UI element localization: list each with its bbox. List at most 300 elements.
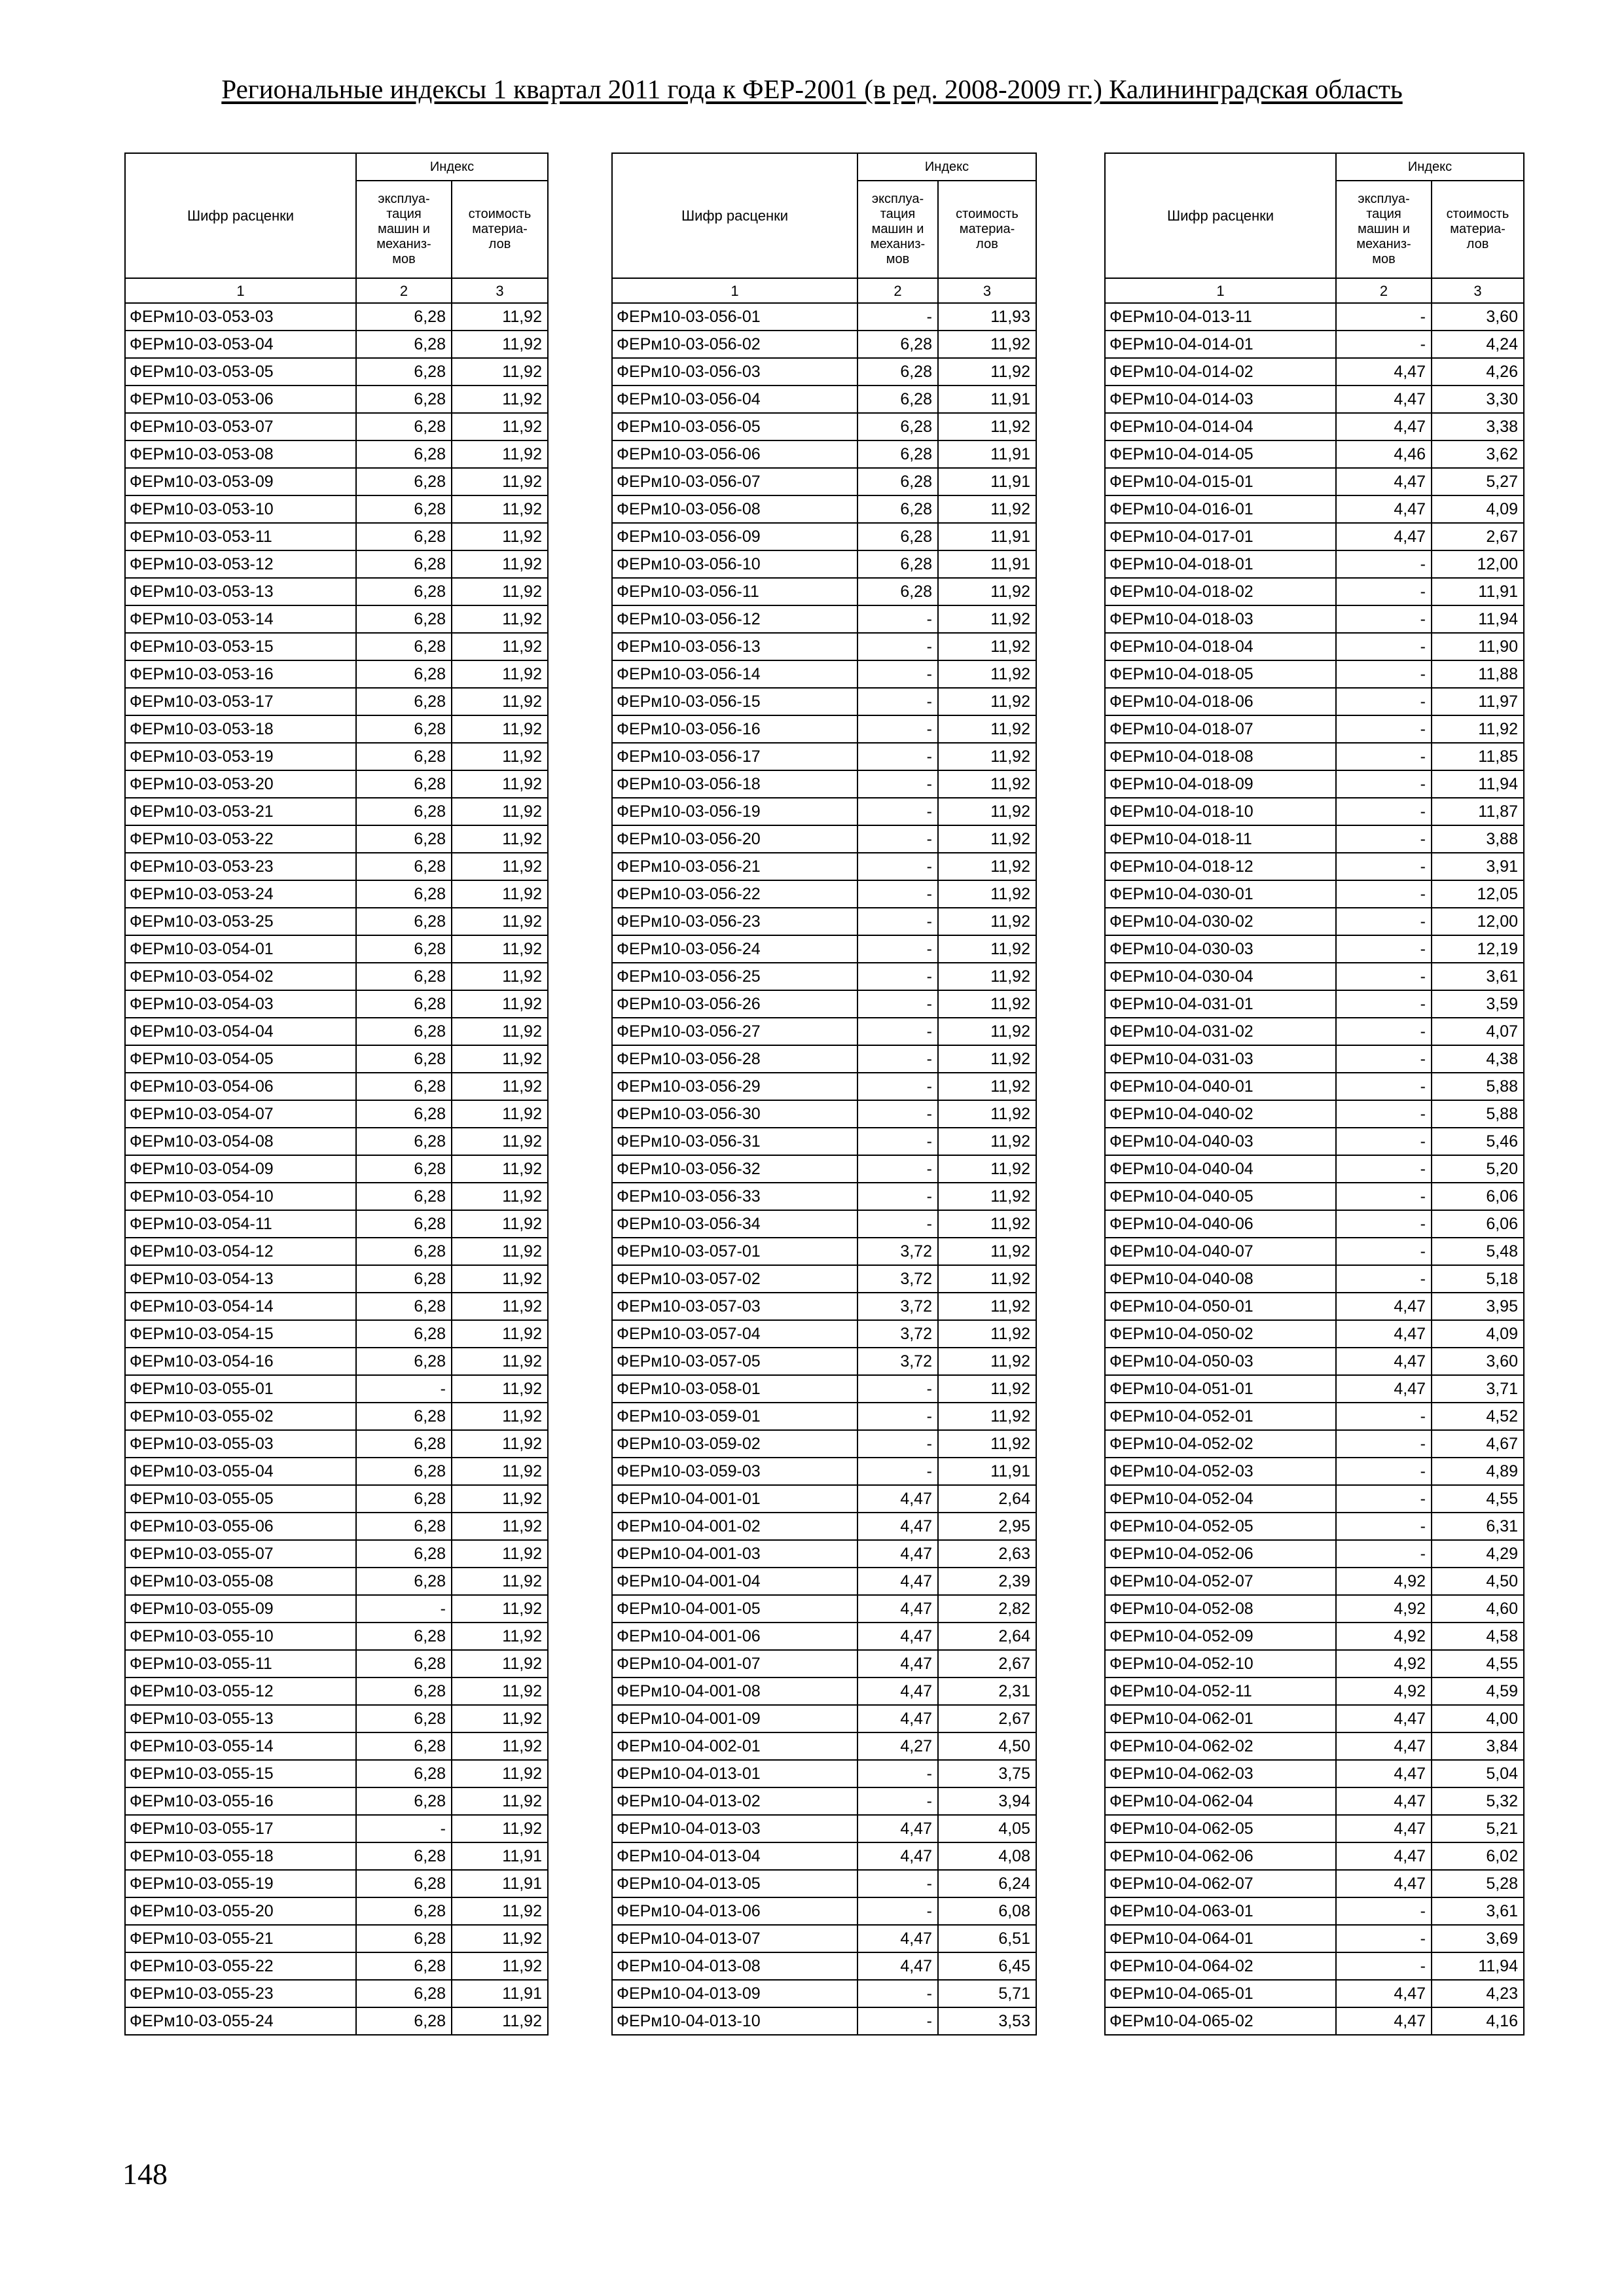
table-row <box>1105 605 1524 633</box>
cell-cipher: ФЕРм10-03-057-05 <box>612 1348 857 1375</box>
cell-cipher: ФЕРм10-04-064-01 <box>1105 1925 1336 1952</box>
cell-cipher: ФЕРм10-03-056-16 <box>612 715 857 743</box>
cell-materials: 11,92 <box>452 1073 548 1100</box>
cell-cipher: ФЕРм10-03-054-14 <box>125 1293 356 1320</box>
cell-cipher: ФЕРм10-04-052-05 <box>1105 1513 1336 1540</box>
table-row <box>612 743 1036 770</box>
cell-exploitation: - <box>1336 743 1432 770</box>
cell-exploitation: - <box>1336 1183 1432 1210</box>
cell-materials: 4,55 <box>1432 1485 1524 1513</box>
cell-cipher: ФЕРм10-04-040-05 <box>1105 1183 1336 1210</box>
table-row <box>1105 495 1524 523</box>
table-row <box>1105 1183 1524 1210</box>
cell-materials: 11,92 <box>452 633 548 660</box>
table-row <box>125 825 548 853</box>
cell-cipher: ФЕРм10-04-016-01 <box>1105 495 1336 523</box>
cell-exploitation: 6,28 <box>356 770 452 798</box>
cell-materials: 11,92 <box>452 1183 548 1210</box>
cell-cipher: ФЕРм10-03-056-24 <box>612 935 857 963</box>
cell-cipher: ФЕРм10-03-056-15 <box>612 688 857 715</box>
table-row <box>125 1320 548 1348</box>
cell-cipher: ФЕРм10-04-040-02 <box>1105 1100 1336 1128</box>
cell-cipher: ФЕРм10-04-002-01 <box>612 1732 857 1760</box>
cell-materials: 2,82 <box>938 1595 1036 1623</box>
table-row <box>1105 331 1524 358</box>
table-row <box>125 1100 548 1128</box>
cell-materials: 11,92 <box>452 1760 548 1787</box>
cell-materials: 11,92 <box>452 1595 548 1623</box>
cell-cipher: ФЕРм10-03-055-12 <box>125 1677 356 1705</box>
cell-exploitation: 6,28 <box>356 1458 452 1485</box>
cell-cipher: ФЕРм10-03-055-01 <box>125 1375 356 1403</box>
cell-exploitation: 6,28 <box>857 550 938 578</box>
cell-materials: 12,00 <box>1432 908 1524 935</box>
cell-exploitation: - <box>857 990 938 1018</box>
table-row <box>612 440 1036 468</box>
table-row <box>1105 798 1524 825</box>
cell-exploitation: 4,47 <box>1336 1732 1432 1760</box>
cell-materials: 2,67 <box>938 1650 1036 1677</box>
cell-exploitation: 6,28 <box>356 880 452 908</box>
cell-cipher: ФЕРм10-03-053-08 <box>125 440 356 468</box>
table-row <box>612 1925 1036 1952</box>
cell-materials: 11,92 <box>938 331 1036 358</box>
cell-materials: 2,31 <box>938 1677 1036 1705</box>
cell-cipher: ФЕРм10-03-056-28 <box>612 1045 857 1073</box>
cell-exploitation: 6,28 <box>356 1952 452 1980</box>
table-row <box>1105 1403 1524 1430</box>
table-row <box>125 908 548 935</box>
cell-exploitation: - <box>1336 660 1432 688</box>
cell-exploitation: - <box>1336 1485 1432 1513</box>
table-row <box>612 2007 1036 2035</box>
cell-materials: 11,92 <box>452 358 548 386</box>
cell-materials: 11,92 <box>452 331 548 358</box>
cell-materials: 4,26 <box>1432 358 1524 386</box>
table-row <box>612 1952 1036 1980</box>
cell-exploitation: 4,47 <box>1336 1705 1432 1732</box>
cell-materials: 11,97 <box>1432 688 1524 715</box>
cell-cipher: ФЕРм10-03-055-16 <box>125 1787 356 1815</box>
cell-exploitation: - <box>1336 1155 1432 1183</box>
table-row <box>125 1238 548 1265</box>
table-row <box>612 1348 1036 1375</box>
cell-cipher: ФЕРм10-03-054-07 <box>125 1100 356 1128</box>
table-row <box>612 386 1036 413</box>
cell-exploitation: 6,28 <box>857 358 938 386</box>
cell-exploitation: 4,47 <box>1336 386 1432 413</box>
cell-cipher: ФЕРм10-04-052-08 <box>1105 1595 1336 1623</box>
cell-materials: 11,92 <box>452 1100 548 1128</box>
cell-materials: 3,61 <box>1432 963 1524 990</box>
cell-materials: 4,50 <box>1432 1568 1524 1595</box>
table-row <box>612 963 1036 990</box>
cell-materials: 11,92 <box>938 578 1036 605</box>
table-row <box>612 1623 1036 1650</box>
cell-exploitation: 6,28 <box>356 1540 452 1568</box>
cell-materials: 3,60 <box>1432 303 1524 331</box>
cell-exploitation: 6,28 <box>857 468 938 495</box>
cell-cipher: ФЕРм10-03-056-11 <box>612 578 857 605</box>
table-row <box>125 1677 548 1705</box>
cell-exploitation: 6,28 <box>356 523 452 550</box>
table-row <box>125 660 548 688</box>
cell-exploitation: 6,28 <box>356 303 452 331</box>
table-row <box>125 1760 548 1787</box>
table-row <box>125 1403 548 1430</box>
cell-materials: 11,92 <box>938 853 1036 880</box>
index-table-left <box>124 152 549 2036</box>
cell-cipher: ФЕРм10-04-050-02 <box>1105 1320 1336 1348</box>
cell-cipher: ФЕРм10-03-055-23 <box>125 1980 356 2007</box>
cell-exploitation: 6,28 <box>356 1623 452 1650</box>
table-row <box>612 1183 1036 1210</box>
cell-cipher: ФЕРм10-03-056-20 <box>612 825 857 853</box>
cell-materials: 3,61 <box>1432 1897 1524 1925</box>
cell-cipher: ФЕРм10-04-064-02 <box>1105 1952 1336 1980</box>
cell-cipher: ФЕРм10-03-056-27 <box>612 1018 857 1045</box>
cell-exploitation: 4,92 <box>1336 1677 1432 1705</box>
cell-cipher: ФЕРм10-03-056-06 <box>612 440 857 468</box>
cell-exploitation: 3,72 <box>857 1238 938 1265</box>
table-body <box>612 303 1036 2035</box>
cell-cipher: ФЕРм10-03-055-03 <box>125 1430 356 1458</box>
cell-materials: 11,94 <box>1432 605 1524 633</box>
cell-cipher: ФЕРм10-03-056-08 <box>612 495 857 523</box>
table-row <box>612 1155 1036 1183</box>
cell-materials: 2,67 <box>1432 523 1524 550</box>
cell-exploitation: - <box>857 1045 938 1073</box>
cell-exploitation: - <box>857 1073 938 1100</box>
table-row <box>125 963 548 990</box>
table-row <box>125 358 548 386</box>
cell-cipher: ФЕРм10-04-014-05 <box>1105 440 1336 468</box>
header-col-2: 2 <box>1336 278 1432 303</box>
cell-exploitation: 4,47 <box>857 1952 938 1980</box>
cell-exploitation: - <box>1336 880 1432 908</box>
cell-materials: 11,92 <box>938 1265 1036 1293</box>
header-cipher: Шифр расценки <box>612 153 857 278</box>
table-row <box>1105 1320 1524 1348</box>
cell-cipher: ФЕРм10-04-013-04 <box>612 1842 857 1870</box>
table-row <box>612 550 1036 578</box>
table-row <box>612 1650 1036 1677</box>
cell-cipher: ФЕРм10-03-055-07 <box>125 1540 356 1568</box>
cell-cipher: ФЕРм10-04-001-06 <box>612 1623 857 1650</box>
cell-exploitation: 6,28 <box>356 1677 452 1705</box>
table-row <box>1105 1375 1524 1403</box>
cell-materials: 11,92 <box>452 1265 548 1293</box>
cell-materials: 11,91 <box>938 550 1036 578</box>
table-row <box>612 1073 1036 1100</box>
cell-materials: 11,92 <box>452 1128 548 1155</box>
cell-cipher: ФЕРм10-03-053-15 <box>125 633 356 660</box>
cell-materials: 11,92 <box>452 495 548 523</box>
cell-materials: 2,64 <box>938 1485 1036 1513</box>
cell-cipher: ФЕРм10-03-053-23 <box>125 853 356 880</box>
cell-materials: 11,92 <box>452 1677 548 1705</box>
cell-cipher: ФЕРм10-04-017-01 <box>1105 523 1336 550</box>
cell-exploitation: - <box>1336 1073 1432 1100</box>
cell-cipher: ФЕРм10-03-055-18 <box>125 1842 356 1870</box>
cell-exploitation: 6,28 <box>356 1293 452 1320</box>
cell-exploitation: - <box>1336 1430 1432 1458</box>
cell-materials: 11,92 <box>938 908 1036 935</box>
cell-cipher: ФЕРм10-04-014-01 <box>1105 331 1336 358</box>
table-body <box>125 303 548 2035</box>
cell-materials: 11,92 <box>452 1650 548 1677</box>
cell-exploitation: 6,28 <box>356 990 452 1018</box>
cell-materials: 6,08 <box>938 1897 1036 1925</box>
cell-exploitation: - <box>857 1100 938 1128</box>
cell-exploitation: - <box>857 1155 938 1183</box>
cell-materials: 2,63 <box>938 1540 1036 1568</box>
cell-cipher: ФЕРм10-04-062-05 <box>1105 1815 1336 1842</box>
cell-materials: 11,92 <box>452 550 548 578</box>
cell-cipher: ФЕРм10-03-053-22 <box>125 825 356 853</box>
table-row <box>125 1018 548 1045</box>
cell-exploitation: 6,28 <box>356 1155 452 1183</box>
table-row <box>1105 1100 1524 1128</box>
cell-materials: 11,91 <box>938 440 1036 468</box>
table-row <box>1105 1018 1524 1045</box>
cell-exploitation: - <box>857 935 938 963</box>
cell-cipher: ФЕРм10-04-015-01 <box>1105 468 1336 495</box>
cell-materials: 12,00 <box>1432 550 1524 578</box>
cell-materials: 2,95 <box>938 1513 1036 1540</box>
table-row <box>1105 1568 1524 1595</box>
table-row <box>125 1375 548 1403</box>
cell-materials: 11,92 <box>452 1485 548 1513</box>
cell-materials: 11,92 <box>452 1320 548 1348</box>
table-row <box>612 1128 1036 1155</box>
cell-materials: 11,92 <box>452 1348 548 1375</box>
cell-exploitation: 6,28 <box>356 2007 452 2035</box>
cell-exploitation: - <box>857 770 938 798</box>
cell-materials: 11,92 <box>452 386 548 413</box>
header-col-1: 1 <box>612 278 857 303</box>
cell-materials: 5,88 <box>1432 1073 1524 1100</box>
table-row <box>1105 440 1524 468</box>
cell-materials: 11,94 <box>1432 1952 1524 1980</box>
table-row <box>125 605 548 633</box>
cell-cipher: ФЕРм10-04-050-03 <box>1105 1348 1336 1375</box>
table-row <box>1105 633 1524 660</box>
cell-exploitation: - <box>857 880 938 908</box>
cell-exploitation: 4,47 <box>857 1650 938 1677</box>
cell-exploitation: - <box>1336 1458 1432 1485</box>
table-row <box>612 605 1036 633</box>
cell-exploitation: - <box>857 1870 938 1897</box>
cell-cipher: ФЕРм10-03-054-06 <box>125 1073 356 1100</box>
cell-materials: 11,92 <box>938 990 1036 1018</box>
cell-cipher: ФЕРм10-03-053-12 <box>125 550 356 578</box>
cell-cipher: ФЕРм10-04-050-01 <box>1105 1293 1336 1320</box>
cell-exploitation: - <box>1336 633 1432 660</box>
cell-materials: 11,92 <box>452 770 548 798</box>
cell-materials: 4,24 <box>1432 331 1524 358</box>
table-row <box>1105 1815 1524 1842</box>
cell-materials: 11,91 <box>938 468 1036 495</box>
cell-cipher: ФЕРм10-04-052-03 <box>1105 1458 1336 1485</box>
cell-materials: 11,92 <box>938 770 1036 798</box>
table-row <box>1105 413 1524 440</box>
cell-exploitation: 3,72 <box>857 1265 938 1293</box>
cell-materials: 11,92 <box>938 1045 1036 1073</box>
table-row <box>1105 1787 1524 1815</box>
cell-materials: 6,45 <box>938 1952 1036 1980</box>
table-row <box>1105 1238 1524 1265</box>
table-row <box>125 1045 548 1073</box>
cell-cipher: ФЕРм10-03-055-08 <box>125 1568 356 1595</box>
cell-exploitation: 6,28 <box>356 1732 452 1760</box>
cell-materials: 11,92 <box>452 1540 548 1568</box>
table-row <box>1105 990 1524 1018</box>
cell-materials: 4,67 <box>1432 1430 1524 1458</box>
cell-materials: 11,93 <box>938 303 1036 331</box>
cell-materials: 11,92 <box>938 1238 1036 1265</box>
cell-materials: 12,05 <box>1432 880 1524 908</box>
cell-materials: 11,92 <box>452 880 548 908</box>
cell-materials: 11,92 <box>938 963 1036 990</box>
cell-cipher: ФЕРм10-04-052-04 <box>1105 1485 1336 1513</box>
cell-cipher: ФЕРм10-03-056-01 <box>612 303 857 331</box>
cell-cipher: ФЕРм10-03-054-04 <box>125 1018 356 1045</box>
cell-cipher: ФЕРм10-04-013-06 <box>612 1897 857 1925</box>
cell-materials: 11,91 <box>452 1870 548 1897</box>
cell-materials: 11,91 <box>938 386 1036 413</box>
cell-exploitation: 6,28 <box>356 1705 452 1732</box>
cell-materials: 5,20 <box>1432 1155 1524 1183</box>
table-row <box>1105 853 1524 880</box>
header-materials: стоимость материа- лов <box>452 181 548 278</box>
cell-exploitation: - <box>1336 963 1432 990</box>
cell-materials: 11,92 <box>452 1155 548 1183</box>
cell-cipher: ФЕРм10-03-054-03 <box>125 990 356 1018</box>
cell-exploitation: - <box>1336 1210 1432 1238</box>
cell-materials: 11,92 <box>452 1568 548 1595</box>
table-row <box>612 495 1036 523</box>
header-cipher: Шифр расценки <box>125 153 356 278</box>
cell-cipher: ФЕРм10-03-056-29 <box>612 1073 857 1100</box>
cell-materials: 4,16 <box>1432 2007 1524 2035</box>
cell-materials: 5,18 <box>1432 1265 1524 1293</box>
cell-cipher: ФЕРм10-03-054-01 <box>125 935 356 963</box>
page-number: 148 <box>122 2157 168 2191</box>
cell-cipher: ФЕРм10-03-056-14 <box>612 660 857 688</box>
cell-materials: 11,92 <box>938 413 1036 440</box>
cell-exploitation: - <box>857 1980 938 2007</box>
cell-cipher: ФЕРм10-04-040-01 <box>1105 1073 1336 1100</box>
cell-cipher: ФЕРм10-03-056-32 <box>612 1155 857 1183</box>
cell-materials: 5,27 <box>1432 468 1524 495</box>
cell-materials: 11,92 <box>452 1815 548 1842</box>
cell-materials: 4,08 <box>938 1842 1036 1870</box>
cell-cipher: ФЕРм10-03-055-19 <box>125 1870 356 1897</box>
cell-cipher: ФЕРм10-03-053-21 <box>125 798 356 825</box>
table-row <box>612 660 1036 688</box>
cell-materials: 11,92 <box>938 1210 1036 1238</box>
cell-materials: 11,92 <box>452 1925 548 1952</box>
cell-exploitation: 4,47 <box>1336 523 1432 550</box>
cell-exploitation: - <box>1336 688 1432 715</box>
cell-cipher: ФЕРм10-04-001-04 <box>612 1568 857 1595</box>
cell-materials: 4,52 <box>1432 1403 1524 1430</box>
header-index: Индекс <box>356 153 548 181</box>
cell-exploitation: 6,28 <box>356 550 452 578</box>
cell-exploitation: - <box>1336 1238 1432 1265</box>
cell-exploitation: 4,47 <box>857 1705 938 1732</box>
table-row <box>612 908 1036 935</box>
cell-exploitation: 6,28 <box>356 908 452 935</box>
cell-exploitation: 4,47 <box>1336 1787 1432 1815</box>
cell-exploitation: 6,28 <box>857 578 938 605</box>
cell-materials: 11,92 <box>452 1623 548 1650</box>
cell-cipher: ФЕРм10-04-062-02 <box>1105 1732 1336 1760</box>
cell-cipher: ФЕРм10-03-054-09 <box>125 1155 356 1183</box>
cell-materials: 5,48 <box>1432 1238 1524 1265</box>
cell-cipher: ФЕРм10-04-031-02 <box>1105 1018 1336 1045</box>
table-row <box>612 1045 1036 1073</box>
cell-cipher: ФЕРм10-04-062-06 <box>1105 1842 1336 1870</box>
cell-cipher: ФЕРм10-03-056-19 <box>612 798 857 825</box>
cell-exploitation: - <box>857 743 938 770</box>
cell-cipher: ФЕРм10-03-055-04 <box>125 1458 356 1485</box>
table-row <box>125 578 548 605</box>
cell-cipher: ФЕРм10-04-030-03 <box>1105 935 1336 963</box>
cell-materials: 4,60 <box>1432 1595 1524 1623</box>
cell-cipher: ФЕРм10-03-056-26 <box>612 990 857 1018</box>
cell-cipher: ФЕРм10-03-054-02 <box>125 963 356 990</box>
cell-cipher: ФЕРм10-04-052-01 <box>1105 1403 1336 1430</box>
table-row <box>125 550 548 578</box>
table-row <box>1105 1155 1524 1183</box>
cell-materials: 11,92 <box>452 990 548 1018</box>
cell-exploitation: - <box>1336 1100 1432 1128</box>
cell-cipher: ФЕРм10-04-052-06 <box>1105 1540 1336 1568</box>
cell-exploitation: 6,28 <box>356 1485 452 1513</box>
table-row <box>125 1155 548 1183</box>
cell-cipher: ФЕРм10-04-040-06 <box>1105 1210 1336 1238</box>
cell-materials: 3,30 <box>1432 386 1524 413</box>
table-row <box>125 1732 548 1760</box>
cell-exploitation: 6,28 <box>356 715 452 743</box>
cell-exploitation: - <box>1336 715 1432 743</box>
table-row <box>125 1348 548 1375</box>
cell-exploitation: - <box>1336 990 1432 1018</box>
table-row <box>1105 1210 1524 1238</box>
cell-materials: 11,92 <box>452 1403 548 1430</box>
cell-exploitation: 4,47 <box>857 1595 938 1623</box>
cell-cipher: ФЕРм10-03-057-04 <box>612 1320 857 1348</box>
cell-exploitation: 6,28 <box>857 331 938 358</box>
cell-cipher: ФЕРм10-03-054-05 <box>125 1045 356 1073</box>
table-row <box>612 331 1036 358</box>
table-row <box>125 1265 548 1293</box>
cell-materials: 5,21 <box>1432 1815 1524 1842</box>
table-row <box>1105 1650 1524 1677</box>
cell-exploitation: 4,47 <box>1336 358 1432 386</box>
cell-exploitation: 4,47 <box>857 1815 938 1842</box>
table-row <box>125 303 548 331</box>
cell-exploitation: - <box>1336 1128 1432 1155</box>
cell-exploitation: - <box>857 303 938 331</box>
cell-exploitation: 6,28 <box>356 1403 452 1430</box>
cell-cipher: ФЕРм10-03-055-24 <box>125 2007 356 2035</box>
cell-materials: 3,88 <box>1432 825 1524 853</box>
cell-cipher: ФЕРм10-04-018-01 <box>1105 550 1336 578</box>
cell-cipher: ФЕРм10-04-013-11 <box>1105 303 1336 331</box>
